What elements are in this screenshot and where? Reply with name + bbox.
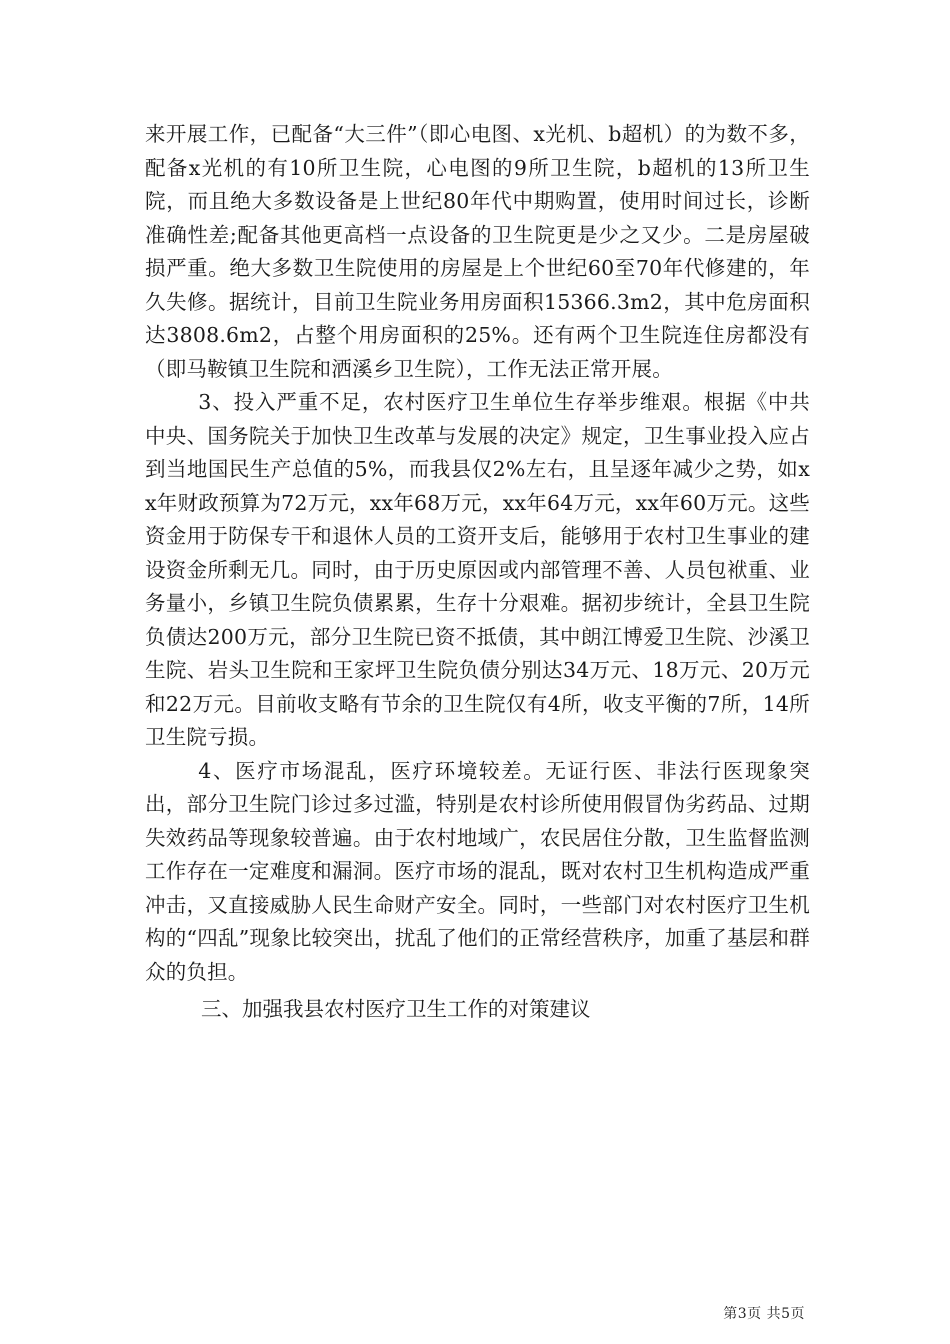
section-heading: 三、加强我县农村医疗卫生工作的对策建议 — [201, 997, 591, 1021]
document-body — [145, 118, 810, 1027]
page-number: 第3页 共5页 — [723, 1306, 805, 1322]
paragraph-funding: 3、投入严重不足，农村医疗卫生单位生存举步维艰。根据《中共中央、国务院关于加快卫生改革与发展的决定》规定，卫生事业投入应占到当地国民生产总值的5%，而我县仅2%左右，且呈逐年减少之势，如xx年财政预算为72万元，xx年68万元，xx年64万元，xx年60万元。这些资金用于防保专干和退休人员的工资开支后，能够用于农村卫生事业的建设资金所剩无几。同时，由于历史原因或内部管理不善、人员包袱重、业务量小，乡镇卫生院负债累累，生存十分艰难。据初步统计，全县卫生院负债达200万元，部分卫生院已资不抵债，其中朗江博爱卫生院、沙溪卫生院、岩头卫生院和王家坪卫生院负债分别达34万元、18万元、20万元和22万元。目前收支略有节余的卫生院仅有4所，收支平衡的7所，14所卫生院亏损。 — [145, 390, 810, 749]
paragraph-medical-market: 4、医疗市场混乱，医疗环境较差。无证行医、非法行医现象突出，部分卫生院门诊过多过滥，特别是农村诊所使用假冒伪劣药品、过期失效药品等现象较普遍。由于农村地域广，农民居住分散，卫生监督监测工作存在一定难度和漏洞。医疗市场的混乱，既对农村卫生机构造成严重冲击，又直接威胁人民生命财产安全。同时，一些部门对农村医疗卫生机构的“四乱”现象比较突出，扰乱了他们的正常经营秩序，加重了基层和群众的负担。 — [145, 758, 810, 984]
paragraph-equipment-housing: 来开展工作，已配备“大三件”（即心电图、x光机、b超机）的为数不多，配备x光机的有10所卫生院，心电图的9所卫生院，b超机的13所卫生院，而且绝大多数设备是上世纪80年代中期购置，使用时间过长，诊断准确性差;配备其他更高档一点设备的卫生院更是少之又少。二是房屋破损严重。绝大多数卫生院使用的房屋是上个世纪60至70年代修建的，年久失修。据统计，目前卫生院业务用房面积15366.3m2，其中危房面积达3808.6m2，占整个用房面积的25%。还有两个卫生院连住房都没有（即马鞍镇卫生院和洒溪乡卫生院），工作无法正常开展。 — [145, 122, 810, 381]
